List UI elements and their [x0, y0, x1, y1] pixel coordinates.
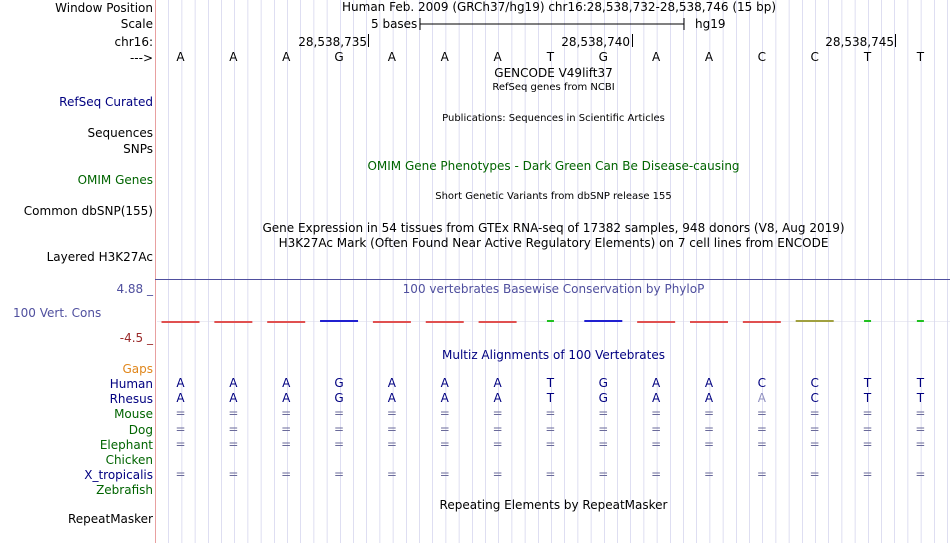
identity-mark: =	[703, 436, 715, 451]
aligned-base: A	[282, 391, 291, 406]
identity-mark: =	[862, 436, 873, 451]
aligned-base: C	[810, 391, 819, 406]
identity-mark: =	[545, 467, 556, 482]
species-label[interactable]: Elephant	[99, 437, 153, 452]
aligned-base: A	[176, 376, 185, 390]
identity-mark: =	[862, 406, 873, 421]
vert-cons-label[interactable]: 100 Vert. Cons	[13, 306, 102, 320]
identity-mark: =	[545, 436, 556, 451]
chrom-label: chr16:	[114, 35, 153, 49]
omim-genes-label[interactable]: OMIM Genes	[77, 173, 153, 187]
aligned-base: A	[440, 376, 449, 390]
phylop-bar	[690, 321, 728, 323]
aligned-base: A	[176, 391, 185, 406]
identity-mark: =	[281, 467, 292, 482]
phylop-track-title[interactable]: 100 vertebrates Basewise Conservation by PhyloP	[402, 282, 705, 296]
aligned-base: A	[652, 376, 661, 390]
phylop-signal	[0, 312, 950, 332]
identity-mark: =	[809, 436, 820, 451]
aligned-base: A	[282, 376, 291, 390]
aligned-base: G	[334, 391, 344, 406]
identity-mark: =	[492, 467, 503, 482]
phylop-bar	[796, 320, 834, 322]
aligned-base: A	[387, 376, 396, 390]
identity-mark: =	[651, 467, 662, 482]
aligned-base: T	[916, 376, 925, 390]
strand-label: --->	[129, 51, 153, 65]
omim-track-title[interactable]: OMIM Gene Phenotypes - Dark Green Can Be Disease-causing	[367, 159, 740, 173]
phylop-bar	[320, 320, 358, 322]
aligned-base: A	[757, 391, 766, 406]
aligned-base: T	[546, 376, 555, 390]
aligned-base: T	[546, 391, 555, 406]
gtex-track-title[interactable]: Gene Expression in 54 tissues from GTEx RNA-seq of 17382 samples, 948 donors (V8, Aug 2019)	[262, 221, 845, 235]
aligned-base: T	[863, 391, 872, 406]
species-label[interactable]: Chicken	[105, 453, 153, 467]
identity-mark: =	[651, 436, 662, 451]
dbsnp-track-title[interactable]: Short Genetic Variants from dbSNP release 155	[435, 191, 672, 202]
species-label[interactable]: X_tropicalis	[84, 468, 153, 483]
phylop-bar	[864, 320, 871, 322]
tick-label: 28,538,735	[298, 35, 367, 49]
tick-marks	[0, 33, 950, 49]
identity-mark: =	[545, 406, 556, 421]
scale-text: 5 bases	[371, 17, 418, 31]
identity-mark: =	[439, 421, 450, 436]
identity-mark: =	[598, 406, 609, 421]
identity-mark: =	[228, 421, 239, 436]
identity-mark: =	[228, 467, 239, 482]
multiz-track-title[interactable]: Multiz Alignments of 100 Vertebrates	[441, 348, 666, 362]
identity-mark: =	[915, 406, 926, 421]
identity-mark: =	[175, 421, 186, 436]
gaps-label[interactable]: Gaps	[122, 362, 153, 376]
common-dbsnp-label[interactable]: Common dbSNP(155)	[23, 204, 153, 218]
aligned-base: T	[916, 391, 925, 406]
identity-mark: =	[386, 421, 397, 436]
identity-mark: =	[386, 436, 397, 451]
aligned-base: C	[810, 376, 819, 390]
identity-mark: =	[228, 436, 239, 451]
base-letter: A	[652, 50, 661, 64]
aligned-base: A	[652, 391, 661, 406]
gencode-track-title[interactable]: GENCODE V49lift37	[494, 66, 613, 80]
identity-mark: =	[703, 421, 715, 436]
scale-label: Scale	[120, 17, 153, 31]
phylop-bar	[267, 321, 305, 323]
aligned-base: G	[598, 376, 608, 390]
identity-mark: =	[756, 406, 767, 421]
refseq-track-subtitle: RefSeq genes from NCBI	[492, 82, 615, 93]
identity-mark: =	[386, 406, 397, 421]
species-label[interactable]: Human	[109, 377, 153, 391]
identity-mark: =	[651, 406, 662, 421]
identity-mark: =	[862, 421, 873, 436]
phylop-bar	[373, 321, 411, 323]
base-letter: T	[863, 50, 872, 64]
identity-mark: =	[756, 421, 767, 436]
identity-mark: =	[334, 436, 345, 451]
assembly-label: hg19	[695, 17, 726, 31]
base-letter: T	[916, 50, 925, 64]
aligned-base: T	[863, 376, 872, 390]
base-letter: A	[282, 50, 291, 64]
phylop-bar	[637, 321, 675, 323]
base-letter: A	[387, 50, 396, 64]
phylop-min-value: -4.5 _	[119, 331, 153, 345]
phylop-bar	[547, 320, 554, 322]
identity-mark: =	[809, 467, 820, 482]
tick-label: 28,538,745	[825, 35, 894, 49]
base-letter: A	[440, 50, 449, 64]
identity-mark: =	[809, 406, 820, 421]
base-letter: A	[176, 50, 185, 64]
identity-mark: =	[809, 421, 820, 436]
species-label[interactable]: Rhesus	[109, 392, 153, 407]
aligned-base: A	[229, 376, 238, 390]
species-label[interactable]: Dog	[128, 422, 153, 437]
aligned-base: A	[229, 391, 238, 406]
identity-mark: =	[492, 421, 503, 436]
refseq-curated-label[interactable]: RefSeq Curated	[59, 95, 153, 109]
tick-label: 28,538,740	[561, 35, 630, 49]
identity-mark: =	[439, 436, 450, 451]
aligned-base: G	[598, 391, 608, 406]
identity-mark: =	[334, 421, 345, 436]
identity-mark: =	[598, 421, 609, 436]
base-letter: A	[493, 50, 502, 64]
identity-mark: =	[915, 421, 926, 436]
aligned-base: A	[704, 391, 714, 406]
identity-mark: =	[915, 467, 926, 482]
identity-mark: =	[228, 406, 239, 421]
phylop-bar	[917, 320, 924, 322]
aligned-base: C	[757, 376, 767, 390]
position-info: Human Feb. 2009 (GRCh37/hg19) chr16:28,538,732-28,538,746 (15 bp)	[342, 0, 777, 14]
identity-mark: =	[386, 467, 397, 482]
identity-mark: =	[598, 467, 609, 482]
identity-mark: =	[651, 421, 662, 436]
aligned-base: A	[704, 376, 714, 390]
identity-mark: =	[756, 467, 767, 482]
layered-h3k27ac-label[interactable]: Layered H3K27Ac	[46, 250, 153, 264]
identity-mark: =	[439, 467, 450, 482]
phylop-bar	[479, 321, 517, 323]
phylop-bar	[214, 321, 252, 323]
aligned-base: A	[440, 391, 449, 406]
repeatmasker-track-title[interactable]: Repeating Elements by RepeatMasker	[439, 498, 668, 512]
identity-mark: =	[334, 406, 345, 421]
phylop-bar	[162, 321, 200, 323]
identity-mark: =	[862, 467, 873, 482]
aligned-base: A	[387, 391, 396, 406]
identity-mark: =	[175, 436, 186, 451]
base-letter: T	[546, 50, 555, 64]
identity-mark: =	[703, 406, 715, 421]
phylop-bar	[584, 320, 622, 322]
identity-mark: =	[439, 406, 450, 421]
window-position-label: Window Position	[55, 1, 153, 15]
species-label[interactable]: Mouse	[114, 407, 153, 422]
identity-mark: =	[756, 436, 767, 451]
base-letter: G	[334, 50, 344, 64]
identity-mark: =	[334, 467, 345, 482]
identity-mark: =	[492, 406, 503, 421]
identity-mark: =	[281, 406, 292, 421]
base-letter: A	[229, 50, 238, 64]
phylop-bar	[426, 321, 464, 323]
h3k27ac-track-title[interactable]: H3K27Ac Mark (Often Found Near Active Regulatory Elements) on 7 cell lines from ENCODE	[278, 236, 829, 250]
phylop-bar	[743, 321, 781, 323]
publications-track-title[interactable]: Publications: Sequences in Scientific Articles	[442, 113, 665, 124]
identity-mark: =	[703, 467, 715, 482]
identity-mark: =	[281, 421, 292, 436]
identity-mark: =	[545, 421, 556, 436]
identity-mark: =	[175, 406, 186, 421]
identity-mark: =	[175, 467, 186, 482]
identity-mark: =	[915, 436, 926, 451]
base-letter: C	[810, 50, 819, 64]
base-letter: C	[757, 50, 767, 64]
identity-mark: =	[281, 436, 292, 451]
base-letter: G	[598, 50, 608, 64]
aligned-base: A	[493, 376, 502, 390]
snps-label[interactable]: SNPs	[123, 142, 153, 156]
species-label[interactable]: Zebrafish	[96, 483, 153, 498]
scale-bar	[418, 17, 688, 31]
base-letter: A	[704, 50, 714, 64]
aligned-base: A	[493, 391, 502, 406]
sequences-label[interactable]: Sequences	[87, 126, 153, 140]
identity-mark: =	[598, 436, 609, 451]
repeatmasker-label[interactable]: RepeatMasker	[67, 512, 153, 526]
aligned-base: G	[334, 376, 344, 390]
identity-mark: =	[492, 436, 503, 451]
phylop-max-value: 4.88 _	[116, 282, 153, 296]
